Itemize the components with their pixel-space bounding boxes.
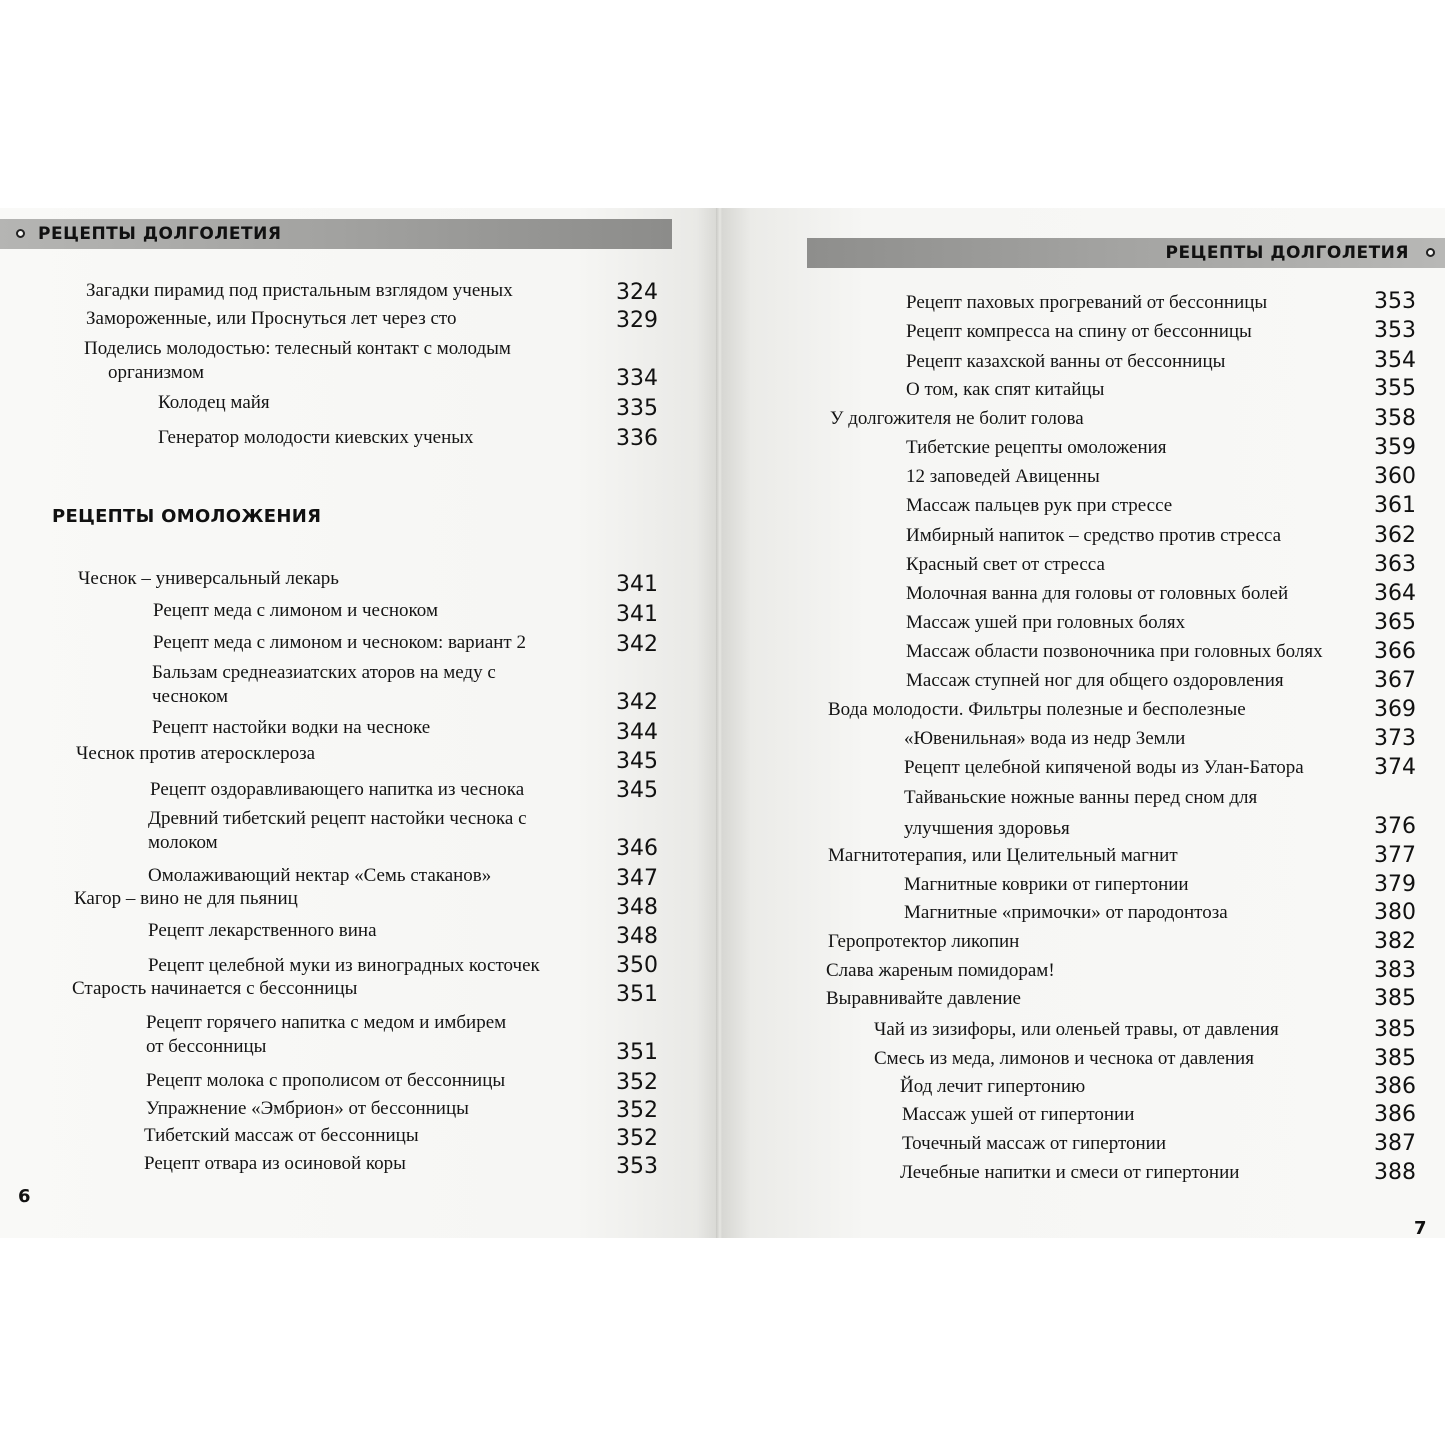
left-toc-page-number: 329: [616, 308, 658, 333]
left-toc-entry-title: Кагор – вино не для пьяниц: [74, 888, 298, 909]
left-toc-page-number: 348: [616, 924, 658, 949]
right-toc-entry-title: Массаж пальцев рук при стрессе: [906, 495, 1173, 516]
right-header-band: [807, 238, 1445, 268]
left-toc-page-number: 352: [616, 1070, 658, 1095]
right-toc-page-number: 354: [1374, 348, 1416, 373]
right-toc-page-number: 376: [1374, 814, 1416, 839]
right-toc-page-number: 386: [1374, 1074, 1416, 1099]
right-toc-page-number: 386: [1374, 1102, 1416, 1127]
right-toc-page-number: 388: [1374, 1160, 1416, 1185]
left-toc-entry-title: Рецепт отвара из осиновой коры: [144, 1153, 406, 1174]
left-toc-page-number: 347: [616, 866, 658, 891]
left-toc-page-number: 351: [616, 982, 658, 1007]
left-header-band: [0, 219, 672, 249]
right-toc-entry-title: Тайваньские ножные ванны перед сном для: [904, 787, 1258, 808]
left-toc-entry-title: Рецепт целебной муки из виноградных косточек: [148, 955, 540, 976]
right-toc-entry-title: Массаж ушей при головных болях: [906, 612, 1186, 633]
right-toc-entry-title: Слава жареным помидорам!: [826, 960, 1055, 981]
right-toc-entry-title: Магнитные «примочки» от пародонтоза: [904, 902, 1228, 923]
right-toc-page-number: 359: [1374, 435, 1416, 460]
right-toc-entry-title: Имбирный напиток – средство против стресса: [906, 525, 1282, 546]
left-page-number: 6: [18, 1186, 31, 1207]
right-toc-page-number: 377: [1374, 843, 1416, 868]
right-toc-entry-title: Вода молодости. Фильтры полезные и бесполезные: [828, 699, 1246, 720]
left-toc-entry-title: Загадки пирамид под пристальным взглядом ученых: [86, 280, 513, 301]
left-toc-page-number: 350: [616, 953, 658, 978]
right-toc-page-number: 360: [1374, 464, 1416, 489]
left-toc-entry-title-continued: чесноком: [152, 686, 228, 707]
left-toc-entry-title-continued: от бессонницы: [146, 1036, 267, 1057]
left-toc-entry-title: Упражнение «Эмбрион» от бессонницы: [146, 1098, 469, 1119]
right-toc-entry-title: О том, как спят китайцы: [906, 379, 1105, 400]
left-toc-page-number: 352: [616, 1126, 658, 1151]
left-toc-entry-title: Чеснок – универсальный лекарь: [78, 568, 339, 589]
left-toc-page-number: 345: [616, 749, 658, 774]
left-toc-entry-title: Рецепт молока с прополисом от бессонницы: [146, 1070, 506, 1091]
left-toc-page-number: 342: [616, 690, 658, 715]
left-toc-entry-title: Рецепт горячего напитка с медом и имбирем: [146, 1012, 507, 1033]
right-running-header: РЕЦЕПТЫ ДОЛГОЛЕТИЯ: [1165, 243, 1409, 263]
right-toc-entry-title: Лечебные напитки и смеси от гипертонии: [900, 1162, 1240, 1183]
right-toc-entry-title: Тибетские рецепты омоложения: [906, 437, 1167, 458]
left-toc-page-number: 345: [616, 778, 658, 803]
right-toc-entry-title: Массаж ступней ног для общего оздоровления: [906, 670, 1284, 691]
left-toc-page-number: 353: [616, 1154, 658, 1179]
left-toc-page-number: 348: [616, 895, 658, 920]
right-toc-page-number: 363: [1374, 552, 1416, 577]
right-toc-entry-title: Выравнивайте давление: [826, 988, 1021, 1009]
right-toc-page-number: 358: [1374, 406, 1416, 431]
left-toc-entry-title: Рецепт лекарственного вина: [148, 920, 377, 941]
left-toc-entry-title: Омолаживающий нектар «Семь стаканов»: [148, 865, 492, 886]
right-toc-entry-title: У долгожителя не болит голова: [830, 408, 1084, 429]
right-toc-page-number: 369: [1374, 697, 1416, 722]
right-toc-entry-title: Чай из зизифоры, или оленьей травы, от давления: [874, 1019, 1279, 1040]
right-toc-page-number: 385: [1374, 1046, 1416, 1071]
right-toc-entry-title: «Ювенильная» вода из недр Земли: [904, 728, 1186, 749]
right-toc-page-number: 355: [1374, 376, 1416, 401]
right-toc-page-number: 382: [1374, 929, 1416, 954]
right-toc-page-number: 385: [1374, 1017, 1416, 1042]
right-toc-entry-title: Молочная ванна для головы от головных болей: [906, 583, 1289, 604]
right-toc-entry-title: Магнитотерапия, или Целительный магнит: [828, 845, 1178, 866]
right-toc-entry-title: Магнитные коврики от гипертонии: [904, 874, 1189, 895]
left-toc-page-number: 324: [616, 280, 658, 305]
right-toc-page-number: 365: [1374, 610, 1416, 635]
right-toc-entry-title: Рецепт компресса на спину от бессонницы: [906, 321, 1252, 342]
right-toc-entry-title: Массаж ушей от гипертонии: [902, 1104, 1135, 1125]
left-running-header: РЕЦЕПТЫ ДОЛГОЛЕТИЯ: [38, 224, 282, 244]
left-toc-entry-title: Генератор молодости киевских ученых: [158, 427, 474, 448]
right-toc-page-number: 380: [1374, 900, 1416, 925]
right-toc-entry-title: Массаж области позвоночника при головных болях: [906, 641, 1323, 662]
right-toc-page-number: 374: [1374, 755, 1416, 780]
left-toc-page-number: 351: [616, 1040, 658, 1065]
right-toc-page-number: 366: [1374, 639, 1416, 664]
right-toc-entry-title: Рецепт паховых прогреваний от бессонницы: [906, 292, 1268, 313]
right-toc-page-number: 353: [1374, 289, 1416, 314]
left-toc-page-number: 342: [616, 632, 658, 657]
bullet-dot-icon: [16, 229, 25, 238]
left-toc-entry-title-continued: молоком: [148, 832, 218, 853]
right-toc-page-number: 353: [1374, 318, 1416, 343]
section-heading: РЕЦЕПТЫ ОМОЛОЖЕНИЯ: [52, 506, 322, 527]
left-toc-page-number: 346: [616, 836, 658, 861]
left-toc-entry-title: Рецепт меда с лимоном и чесноком: вариант 2: [153, 632, 526, 653]
left-toc-entry-title: Бальзам среднеазиатских аторов на меду с: [152, 662, 496, 683]
left-toc-page-number: 335: [616, 396, 658, 421]
right-toc-page-number: 373: [1374, 726, 1416, 751]
left-toc-entry-title: Замороженные, или Проснуться лет через сто: [86, 308, 457, 329]
right-toc-entry-title: Геропротектор ликопин: [828, 931, 1020, 952]
right-toc-page-number: 362: [1374, 523, 1416, 548]
left-toc-page-number: 341: [616, 572, 658, 597]
right-toc-page-number: 383: [1374, 958, 1416, 983]
right-toc-page-number: 387: [1374, 1131, 1416, 1156]
left-toc-entry-title: Чеснок против атеросклероза: [76, 743, 316, 764]
left-toc-page-number: 352: [616, 1098, 658, 1123]
right-toc-entry-title-continued: улучшения здоровья: [904, 818, 1070, 839]
right-toc-entry-title: Рецепт целебной кипяченой воды из Улан-Батора: [904, 757, 1304, 778]
right-toc-entry-title: Йод лечит гипертонию: [900, 1076, 1086, 1097]
right-toc-page-number: 361: [1374, 493, 1416, 518]
left-toc-page-number: 341: [616, 602, 658, 627]
left-toc-page-number: 344: [616, 720, 658, 745]
left-toc-page-number: 334: [616, 366, 658, 391]
right-toc-page-number: 364: [1374, 581, 1416, 606]
left-toc-entry-title: Древний тибетский рецепт настойки чеснока с: [148, 808, 527, 829]
left-toc-entry-title: Поделись молодостью: телесный контакт с молодым: [84, 338, 511, 359]
left-toc-entry-title: Старость начинается с бессонницы: [72, 978, 358, 999]
left-toc-entry-title: Тибетский массаж от бессонницы: [144, 1125, 419, 1146]
left-toc-page-number: 336: [616, 426, 658, 451]
right-toc-entry-title: 12 заповедей Авиценны: [906, 466, 1100, 487]
right-toc-entry-title: Точечный массаж от гипертонии: [902, 1133, 1167, 1154]
left-toc-entry-title: Колодец майя: [158, 392, 270, 413]
right-toc-entry-title: Рецепт казахской ванны от бессонницы: [906, 351, 1226, 372]
right-toc-page-number: 379: [1374, 872, 1416, 897]
right-toc-entry-title: Красный свет от стресса: [906, 554, 1105, 575]
left-toc-entry-title: Рецепт оздоравливающего напитка из чеснока: [150, 779, 525, 800]
left-toc-entry-title: Рецепт меда с лимоном и чесноком: [153, 600, 438, 621]
right-toc-page-number: 367: [1374, 668, 1416, 693]
bullet-dot-icon: [1426, 248, 1435, 257]
right-toc-page-number: 385: [1374, 986, 1416, 1011]
left-toc-entry-title-continued: организмом: [108, 362, 204, 383]
right-toc-entry-title: Смесь из меда, лимонов и чеснока от давления: [874, 1048, 1254, 1069]
left-toc-entry-title: Рецепт настойки водки на чесноке: [152, 717, 431, 738]
right-page-number: 7: [1414, 1218, 1427, 1238]
